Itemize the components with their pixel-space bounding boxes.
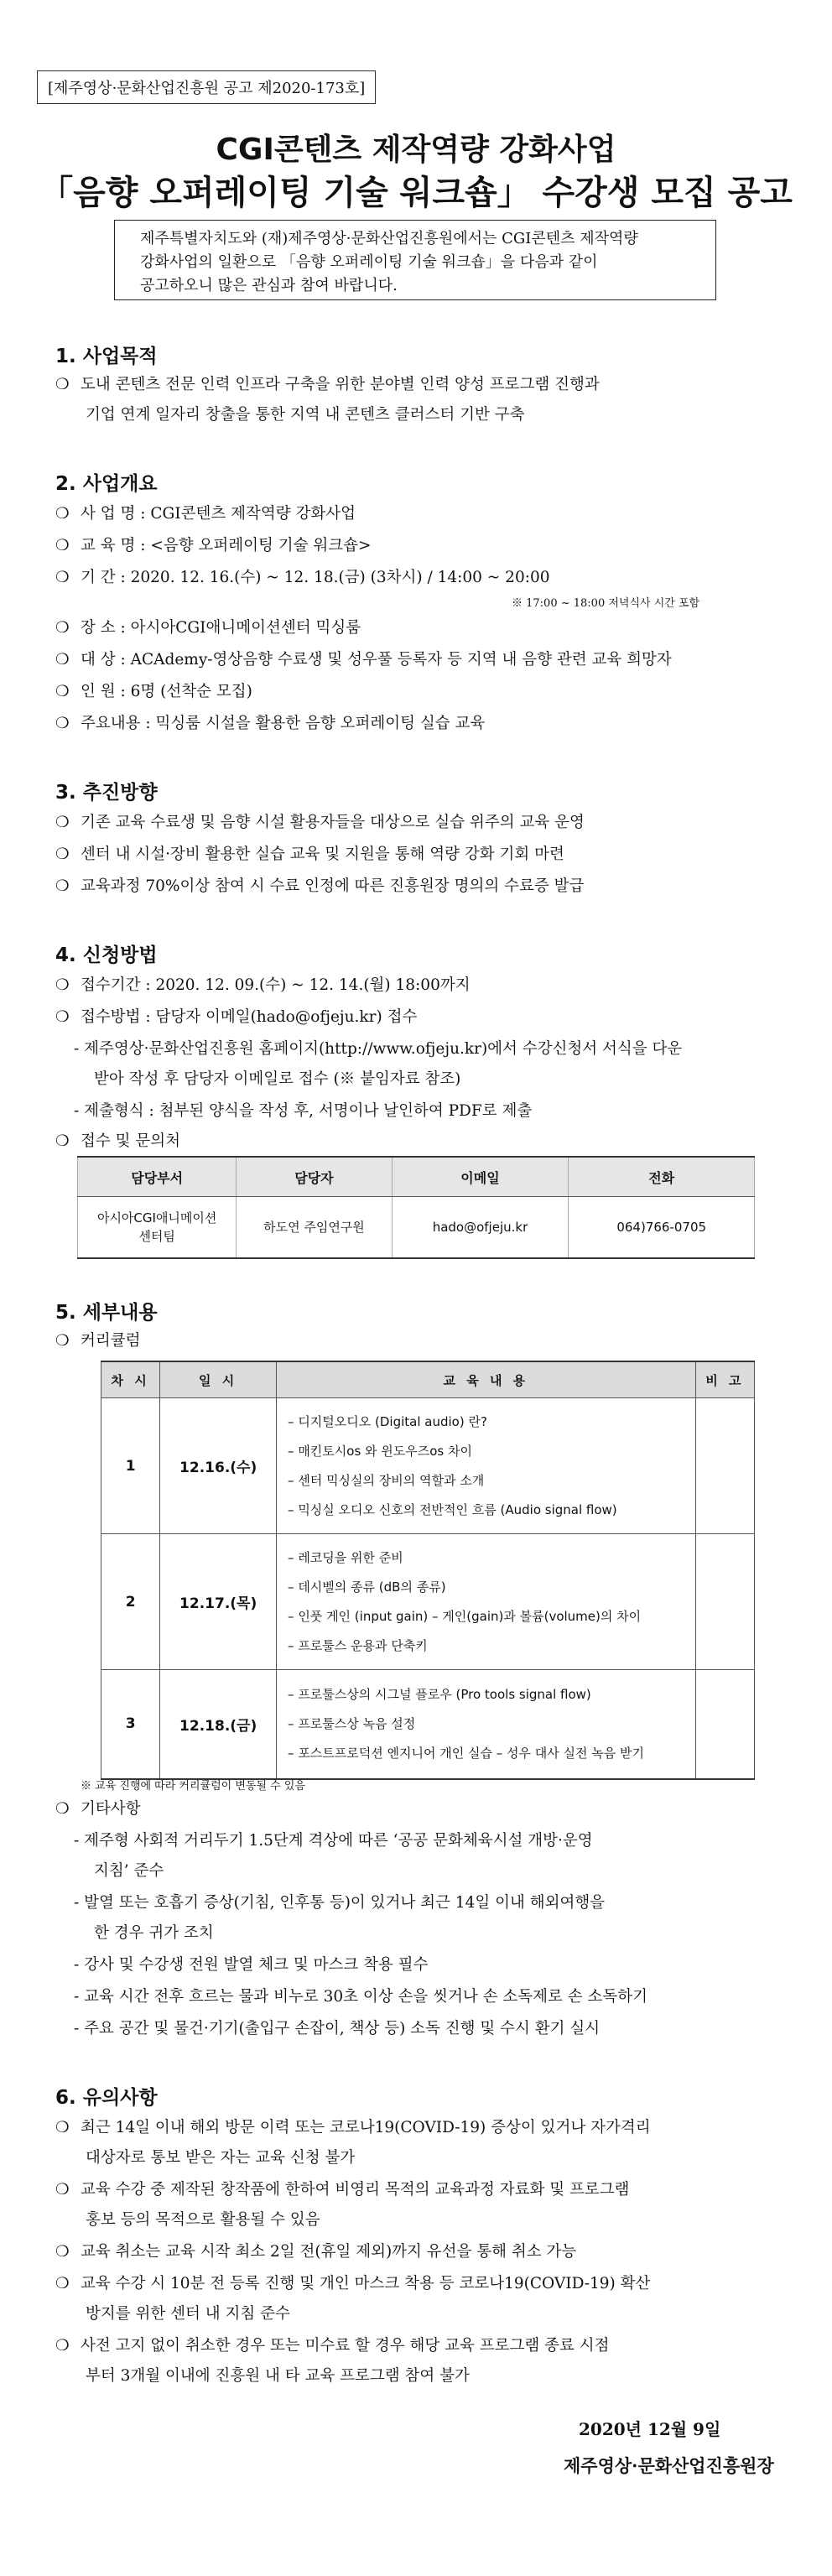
bullet-icon: ❍	[55, 877, 70, 895]
contents-cell	[277, 1534, 696, 1670]
s1-line	[55, 372, 600, 394]
contact-label-text: 접수 및 문의처	[81, 1132, 180, 1150]
content-item: – 프로툴스상 녹음 설정	[288, 1715, 416, 1731]
bullet-icon: ❍	[55, 846, 70, 863]
intro-line: 제주특별자치도와 (재)제주영상·문화산업진흥원에서는 CGI콘텐츠 제작역량	[140, 230, 638, 247]
etc-label-text: 기타사항	[81, 1800, 141, 1818]
etc-label	[55, 1797, 140, 1819]
contact-table	[77, 1156, 755, 1259]
content-item: – 프로툴스상의 시그널 플로우 (Pro tools signal flow)	[288, 1686, 591, 1702]
bullet-icon: ❍	[55, 651, 70, 669]
s1-line-text: 도내 콘텐츠 전문 인력 인프라 구축을 위한 분야별 인력 양성 프로그램 진행과	[81, 376, 600, 393]
s6-line	[55, 2334, 609, 2355]
email-cell[interactable]: hado@ofjeju.kr	[392, 1197, 569, 1259]
etc-line-cont: 한 경우 귀가 조치	[94, 1924, 214, 1942]
s6-line-cont: 홍보 등의 목적으로 활용될 수 있음	[86, 2211, 320, 2229]
s3-item	[55, 842, 564, 864]
content-item: – 믹싱실 오디오 신호의 전반적인 흐름 (Audio signal flow)	[288, 1501, 617, 1517]
s6-line	[55, 2115, 651, 2137]
s2-item-text: 장 소 : 아시아CGI애니메이션센터 믹싱룸	[81, 619, 361, 637]
curriculum-header	[101, 1361, 755, 1398]
bullet-icon: ❍	[55, 1008, 70, 1026]
bullet-icon: ❍	[55, 619, 70, 637]
issuer-name: 제주영상·문화산업진흥원장	[564, 2455, 774, 2476]
content-item: – 인풋 게인 (input gain) – 게인(gain)과 볼륨(volume)의 차이	[288, 1608, 642, 1624]
curriculum-table	[101, 1361, 755, 1780]
s3-item	[55, 810, 585, 832]
section-4-title: 4. 신청방법	[55, 945, 158, 966]
remarks-cell	[695, 1398, 754, 1534]
section-6-title: 6. 유의사항	[55, 2087, 158, 2109]
bullet-icon: ❍	[55, 976, 70, 994]
s2-item	[55, 648, 672, 669]
s6-line-text: 교육 수강 중 제작된 창작품에 한하여 비영리 목적의 교육과정 자료화 및 프로그램	[81, 2181, 630, 2199]
s6-line	[55, 2178, 629, 2199]
title-line-2: 「음향 오퍼레이팅 기술 워크숍」 수강생 모집 공고	[39, 174, 793, 212]
content-item: – 디지털오디오 (Digital audio) 란?	[288, 1413, 487, 1429]
bullet-icon: ❍	[55, 814, 70, 831]
s4-method-sub: - 제주영상·문화산업진흥원 홈페이지(http://www.ofjeju.kr)에서 수강신청서 서식을 다운	[74, 1040, 683, 1058]
s6-line-cont: 방지를 위한 센터 내 지침 준수	[86, 2305, 290, 2323]
table-row	[101, 1534, 755, 1670]
s6-line-cont: 대상자로 통보 받은 자는 교육 신청 불가	[86, 2149, 356, 2167]
section-5-title: 5. 세부내용	[55, 1302, 158, 1324]
session-cell: 1	[101, 1398, 160, 1534]
s4-period-text: 접수기간 : 2020. 12. 09.(수) ~ 12. 14.(월) 18:00까지	[81, 976, 471, 994]
s3-item-text: 기존 교육 수료생 및 음향 시설 활용자들을 대상으로 실습 위주의 교육 운영	[81, 814, 585, 831]
s2-item-text: 대 상 : ACAdemy-영상음향 수료생 및 성우풀 등록자 등 지역 내 음향 관련 교육 희망자	[81, 651, 672, 669]
content-item: – 데시벨의 종류 (dB의 종류)	[288, 1579, 446, 1595]
session-cell: 3	[101, 1670, 160, 1779]
etc-line: - 제주형 사회적 거리두기 1.5단계 격상에 따른 ‘공공 문화체육시설 개방·운영	[74, 1832, 593, 1850]
session-cell: 2	[101, 1534, 160, 1670]
s2-item-text: 인 원 : 6명 (선착순 모집)	[81, 683, 252, 700]
s2-item	[55, 711, 485, 733]
s3-item-text: 교육과정 70%이상 참여 시 수료 인정에 따른 진흥원장 명의의 수료증 발급	[81, 877, 585, 895]
intro-box	[114, 220, 716, 300]
content-item: – 프로툴스 운용과 단축키	[288, 1637, 428, 1653]
column-header: 비 고	[695, 1361, 754, 1398]
date-cell: 12.16.(수)	[160, 1398, 277, 1534]
phone-cell: 064)766-0705	[569, 1197, 755, 1259]
s3-item-text: 센터 내 시설·장비 활용한 실습 교육 및 지원을 통해 역량 강화 기회 마련	[81, 846, 564, 863]
s3-item	[55, 874, 584, 896]
etc-line: - 발열 또는 호흡기 증상(기침, 인후통 등)이 있거나 최근 14일 이내 해외여행을	[74, 1894, 606, 1912]
s4-method	[55, 1005, 417, 1027]
bullet-icon: ❍	[55, 2275, 70, 2292]
bullet-icon: ❍	[55, 505, 70, 523]
bullet-icon: ❍	[55, 537, 70, 554]
bullet-icon: ❍	[55, 715, 70, 732]
content-item: – 레코딩을 위한 준비	[288, 1549, 403, 1565]
column-header: 담당부서	[78, 1157, 237, 1197]
s6-line	[55, 2240, 576, 2261]
s2-item-text: 주요내용 : 믹싱룸 시설을 활용한 음향 오퍼레이팅 실습 교육	[81, 715, 486, 732]
contents-cell	[277, 1398, 696, 1534]
section-2-title: 2. 사업개요	[55, 473, 158, 495]
bullet-icon: ❍	[55, 376, 70, 393]
s6-line-text: 사전 고지 없이 취소한 경우 또는 미수료 할 경우 해당 교육 프로그램 종료 시점	[81, 2337, 610, 2355]
bullet-icon: ❍	[55, 2119, 70, 2136]
column-header: 담당자	[237, 1157, 392, 1197]
bullet-icon: ❍	[55, 1800, 70, 1818]
s2-item-text: 사 업 명 : CGI콘텐츠 제작역량 강화사업	[81, 505, 356, 523]
remarks-cell	[695, 1670, 754, 1779]
curriculum-label-text: 커리큘럼	[81, 1332, 141, 1350]
s2-item	[55, 502, 356, 523]
s6-line	[55, 2272, 650, 2293]
content-item: – 포스트프로덕션 엔지니어 개인 실습 – 성우 대사 실전 녹음 받기	[288, 1745, 644, 1761]
table-row	[101, 1398, 755, 1534]
dept-cell	[78, 1197, 237, 1259]
s4-period	[55, 973, 471, 995]
intro-line: 강화사업의 일환으로 「음향 오퍼레이팅 기술 워크숍」을 다음과 같이	[140, 253, 598, 271]
title-line-1: CGI콘텐츠 제작역량 강화사업	[216, 133, 616, 167]
bullet-icon: ❍	[55, 1132, 70, 1150]
table-row	[101, 1670, 755, 1779]
bullet-icon: ❍	[55, 569, 70, 586]
column-header: 차 시	[101, 1361, 160, 1398]
person-cell: 하도연 주임연구원	[237, 1197, 392, 1259]
table-row	[78, 1197, 755, 1259]
document-number: [제주영상·문화산업진흥원 공고 제2020-173호]	[37, 70, 376, 104]
s6-line-text: 교육 수강 시 10분 전 등록 진행 및 개인 마스크 착용 등 코로나19(COVID-19) 확산	[81, 2275, 651, 2292]
s6-line-cont: 부터 3개월 이내에 진흥원 내 타 교육 프로그램 참여 불가	[86, 2367, 470, 2385]
column-header: 이메일	[392, 1157, 569, 1197]
bullet-icon: ❍	[55, 2181, 70, 2199]
contents-cell	[277, 1670, 696, 1779]
bullet-icon: ❍	[55, 2243, 70, 2261]
column-header: 일 시	[160, 1361, 277, 1398]
s4-method-text: 접수방법 : 담당자 이메일(hado@ofjeju.kr) 접수	[81, 1008, 418, 1026]
curriculum-note: ※ 교육 진행에 따라 커리큘럼이 변동될 수 있음	[81, 1780, 305, 1793]
bullet-icon: ❍	[55, 683, 70, 700]
section-3-title: 3. 추진방향	[55, 782, 158, 804]
s2-item	[55, 565, 550, 587]
etc-line: - 강사 및 수강생 전원 발열 체크 및 마스크 착용 필수	[74, 1956, 429, 1974]
s6-line-text: 교육 취소는 교육 시작 최소 2일 전(휴일 제외)까지 유선을 통해 취소 가능	[81, 2243, 577, 2261]
etc-line: - 교육 시간 전후 흐르는 물과 비누로 30초 이상 손을 씻거나 손 소독제로 손 소독하기	[74, 1988, 647, 2006]
s2-item-text: 기 간 : 2020. 12. 16.(수) ~ 12. 18.(금) (3차시) / 14:00 ~ 20:00	[81, 569, 550, 586]
s2-item	[55, 616, 361, 637]
contact-table-header	[78, 1157, 755, 1197]
etc-line: - 주요 공간 및 물건·기기(출입구 손잡이, 책상 등) 소독 진행 및 수시 환기 실시	[74, 2020, 601, 2037]
s2-item	[55, 679, 252, 701]
s4-format: - 제출형식 : 첨부된 양식을 작성 후, 서명이나 날인하여 PDF로 제출	[74, 1102, 533, 1120]
column-header: 교 육 내 용	[277, 1361, 696, 1398]
etc-line-cont: 지침’ 준수	[94, 1862, 164, 1880]
s2-item	[55, 533, 371, 555]
intro-line: 공고하오니 많은 관심과 참여 바랍니다.	[140, 277, 398, 294]
s4-method-sub-cont: 받아 작성 후 담당자 이메일로 접수 (※ 붙임자료 참조)	[94, 1070, 461, 1088]
remarks-cell	[695, 1534, 754, 1670]
meal-time-note: ※ 17:00 ~ 18:00 저녁식사 시간 포함	[512, 597, 700, 610]
s4-contact-label	[55, 1129, 180, 1151]
s2-item-text: 교 육 명 : <음향 오퍼레이팅 기술 워크숍>	[81, 537, 372, 554]
date-cell: 12.17.(목)	[160, 1534, 277, 1670]
issue-date: 2020년 12월 9일	[579, 2419, 721, 2439]
content-item: – 매킨토시os 와 윈도우즈os 차이	[288, 1443, 472, 1459]
bullet-icon: ❍	[55, 2337, 70, 2355]
dept-line: 센터팀	[138, 1229, 175, 1244]
date-cell: 12.18.(금)	[160, 1670, 277, 1779]
bullet-icon: ❍	[55, 1332, 70, 1350]
curriculum-label	[55, 1329, 140, 1350]
section-1-title: 1. 사업목적	[55, 346, 158, 367]
dept-line: 아시아CGI애니메이션	[96, 1210, 217, 1226]
content-item: – 센터 믹싱실의 장비의 역할과 소개	[288, 1472, 485, 1488]
column-header: 전화	[569, 1157, 755, 1197]
s6-line-text: 최근 14일 이내 해외 방문 이력 또는 코로나19(COVID-19) 증상이 있거나 자가격리	[81, 2119, 651, 2136]
s1-line-cont: 기업 연계 일자리 창출을 통한 지역 내 콘텐츠 클러스터 기반 구축	[86, 406, 525, 424]
